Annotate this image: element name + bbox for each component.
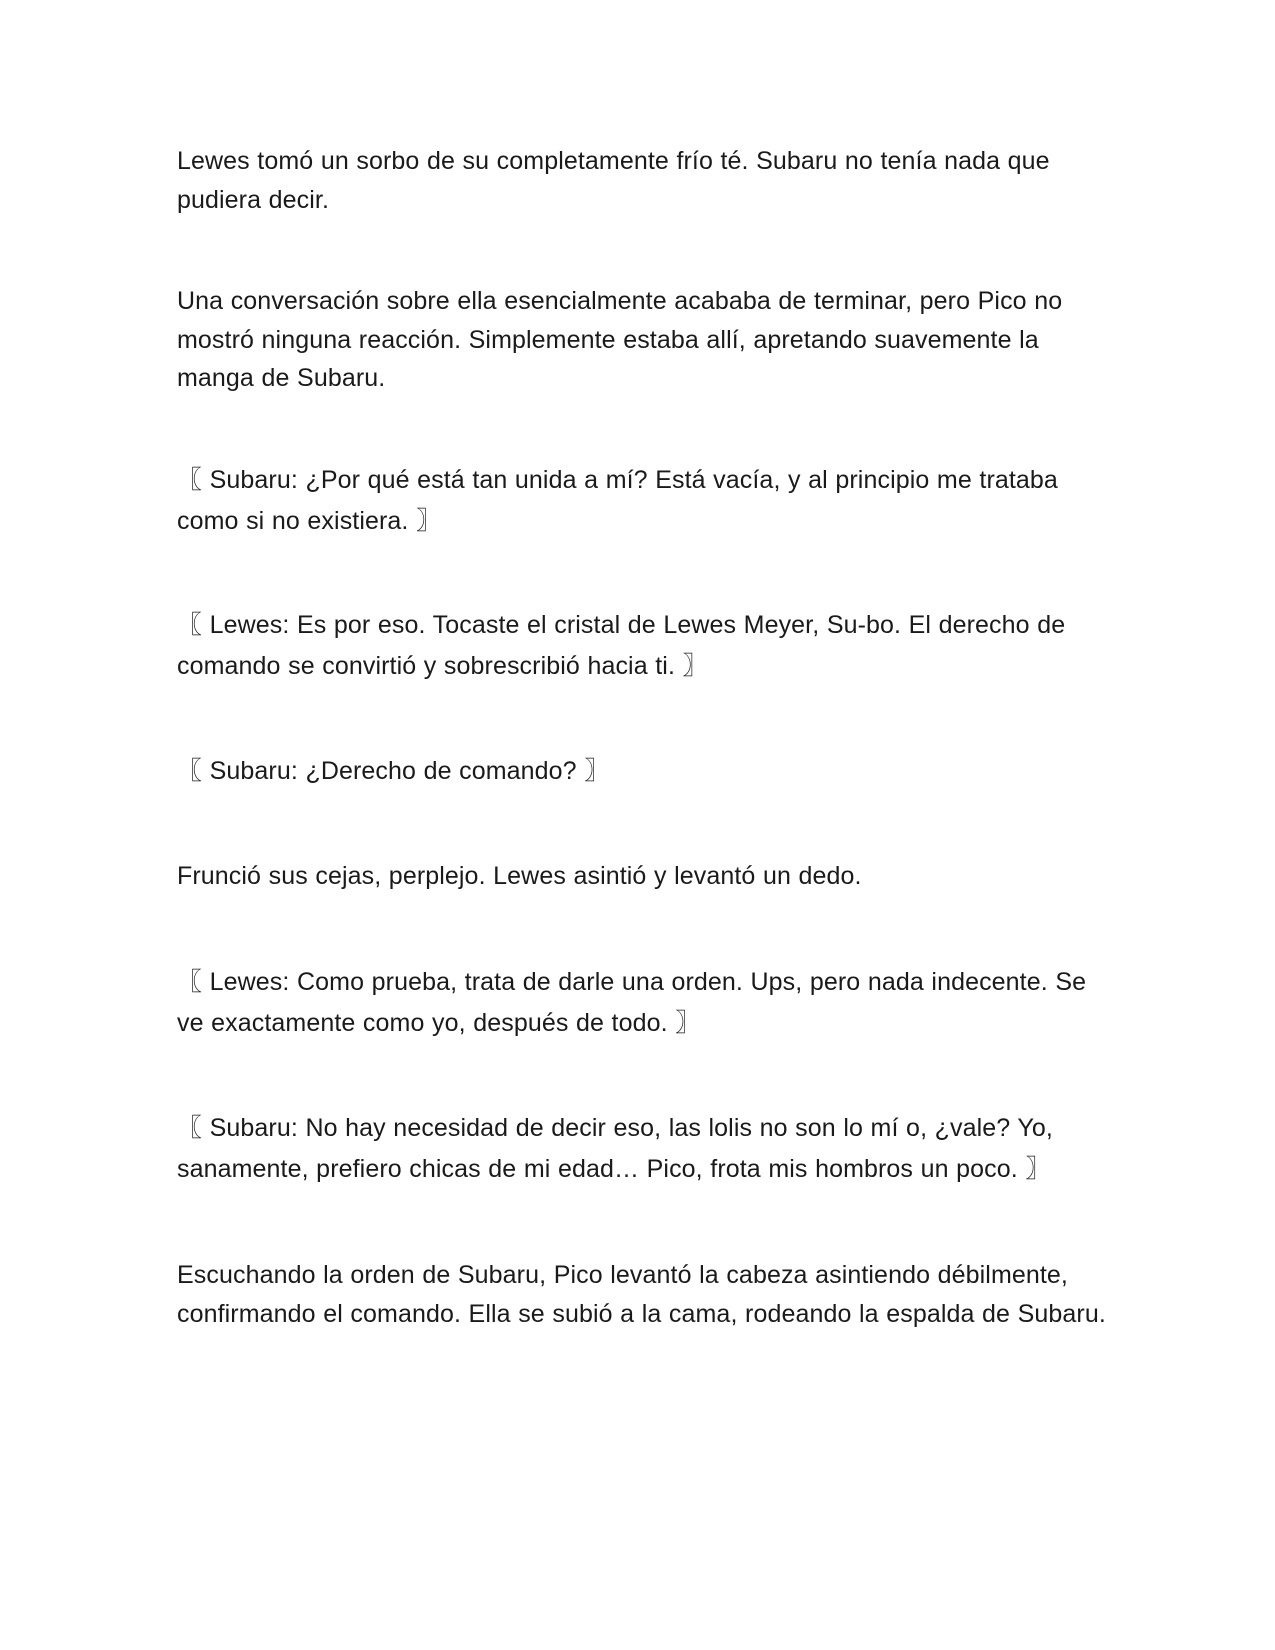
paragraph-narration-2: Una conversación sobre ella esencialmente acababa de terminar, pero Pico no mostró ninguna reacción. Simplemente estaba allí, apretando suavemente la manga de Subaru. xyxy=(177,287,1063,392)
paragraph-narration-4: Escuchando la orden de Subaru, Pico levantó la cabeza asintiendo débilmente, confirmando el comando. Ella se subió a la cama, rodeando la espalda de Subaru. xyxy=(177,1261,1106,1328)
paragraph-dialogue-subaru-2: 〖 Subaru: ¿Derecho de comando? 〗 xyxy=(177,757,610,785)
paragraph-narration-1: Lewes tomó un sorbo de su completamente frío té. Subaru no tenía nada que pudiera decir. xyxy=(177,147,1050,214)
paragraph-dialogue-subaru-3: 〖 Subaru: No hay necesidad de decir eso, las lolis no son lo mí o, ¿vale? Yo, sanamente, prefiero chicas de mi edad… Pico, frota mis hombros un poco. 〗 xyxy=(177,1114,1053,1183)
paragraph-dialogue-subaru-1: 〖 Subaru: ¿Por qué está tan unida a mí? Está vacía, y al principio me trataba como si no existiera. 〗 xyxy=(177,466,1058,535)
paragraph-dialogue-lewes-1: 〖 Lewes: Es por eso. Tocaste el cristal de Lewes Meyer, Su-bo. El derecho de comando se convirtió y sobrescribió hacia ti. 〗 xyxy=(177,611,1066,680)
paragraph-narration-3: Frunció sus cejas, perplejo. Lewes asintió y levantó un dedo. xyxy=(177,862,862,890)
paragraph-dialogue-lewes-2: 〖 Lewes: Como prueba, trata de darle una orden. Ups, pero nada indecente. Se ve exactamente como yo, después de todo. 〗 xyxy=(177,968,1087,1037)
